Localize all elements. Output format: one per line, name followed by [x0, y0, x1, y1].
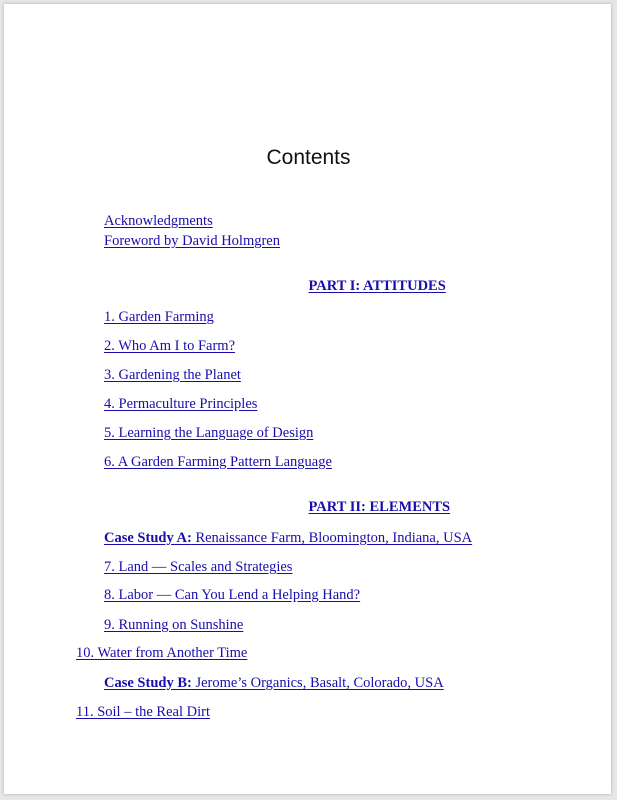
toc-link-acknowledgments[interactable]: Acknowledgments	[104, 213, 213, 229]
toc-link-chapter-7[interactable]: 7. Land — Scales and Strategies	[104, 559, 293, 575]
toc-link-case-study-a[interactable]	[104, 530, 472, 547]
case-study-label: Case Study A:	[104, 530, 192, 546]
case-study-label: Case Study B:	[104, 675, 192, 691]
toc-link-chapter-3[interactable]: 3. Gardening the Planet	[104, 367, 241, 383]
page-title: Contents	[266, 146, 351, 169]
toc-link-chapter-5[interactable]: 5. Learning the Language of Design	[104, 425, 314, 441]
toc-link-case-study-b[interactable]	[104, 675, 444, 692]
toc-link-chapter-9[interactable]: 9. Running on Sunshine	[104, 617, 244, 633]
toc-link-chapter-8[interactable]: 8. Labor — Can You Lend a Helping Hand?	[104, 587, 361, 603]
case-study-title: Renaissance Farm, Bloomington, Indiana, USA	[191, 530, 473, 546]
toc-link-chapter-4[interactable]: 4. Permaculture Principles	[104, 396, 258, 412]
toc-link-part-2[interactable]: PART II: ELEMENTS	[308, 499, 451, 515]
toc-link-chapter-2[interactable]: 2. Who Am I to Farm?	[104, 338, 236, 354]
toc-link-chapter-1[interactable]: 1. Garden Farming	[104, 309, 214, 325]
toc-link-chapter-6[interactable]: 6. A Garden Farming Pattern Language	[104, 454, 332, 470]
toc-link-part-1[interactable]: PART I: ATTITUDES	[308, 278, 446, 294]
case-study-title: Jerome’s Organics, Basalt, Colorado, USA	[191, 675, 444, 691]
toc-link-foreword[interactable]: Foreword by David Holmgren	[104, 233, 280, 249]
toc-link-chapter-10[interactable]: 10. Water from Another Time	[76, 645, 248, 661]
toc-link-chapter-11[interactable]: 11. Soil – the Real Dirt	[76, 704, 210, 720]
